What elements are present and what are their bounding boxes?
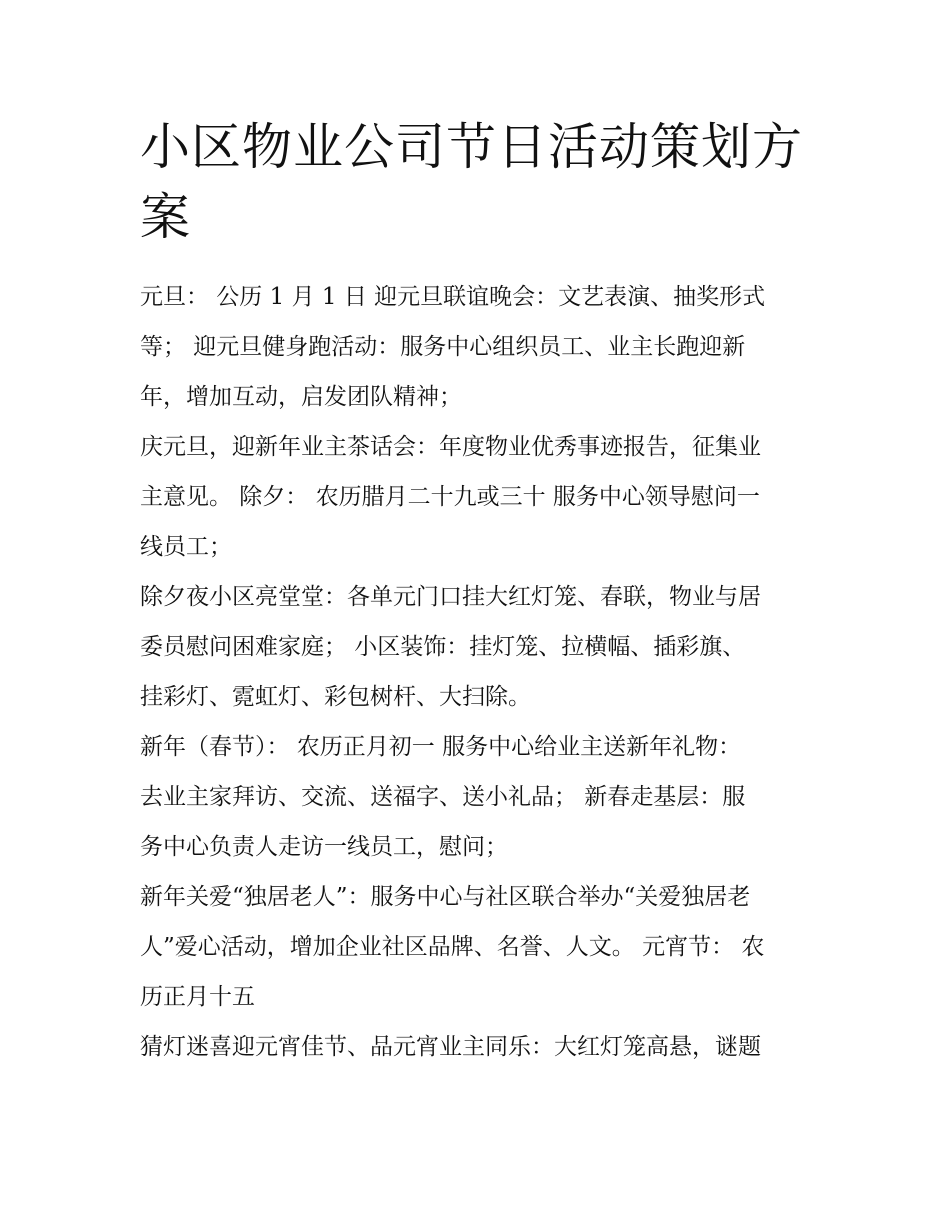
document-title (140, 112, 830, 252)
body-line: 新年关爱“独居老人”：服务中心与社区联合举办“关爱独居老 (140, 884, 751, 910)
body-line: 线员工； (140, 534, 232, 560)
title-line: 小区物业公司节日活动策划方 (140, 118, 803, 176)
body-line: 等； 迎元旦健身跑活动：服务中心组织员工、业主长跑迎新 (140, 334, 746, 360)
body-line: 除夕夜小区亮堂堂：各单元门口挂大红灯笼、春联，物业与居 (140, 584, 761, 610)
body-line: 务中心负责人走访一线员工，慰问； (140, 834, 508, 860)
body-line: 历正月十五 (140, 984, 255, 1010)
title-line: 案 (140, 188, 191, 246)
body-line: 去业主家拜访、交流、送福字、送小礼品； 新春走基层：服 (140, 784, 746, 810)
body-line: 新年（春节）： 农历正月初一 服务中心给业主送新年礼物： (140, 734, 742, 760)
body-line: 庆元旦，迎新年业主茶话会：年度物业优秀事迹报告，征集业 (140, 434, 761, 460)
body-line: 人”爱心活动，增加企业社区品牌、名誉、人文。 元宵节： 农 (140, 934, 765, 960)
body-line: 年，增加互动，启发团队精神； (140, 384, 462, 410)
body-line: 委员慰问困难家庭； 小区装饰：挂灯笼、拉横幅、插彩旗、 (140, 634, 746, 660)
body-line: 主意见。 除夕： 农历腊月二十九或三十 服务中心领导慰问一 (140, 484, 760, 510)
body-line: 元旦： 公历 1 月 1 日 迎元旦联谊晚会：文艺表演、抽奖形式 (140, 284, 766, 310)
document-body (140, 272, 830, 1072)
body-line: 挂彩灯、霓虹灯、彩包树杆、大扫除。 (140, 684, 531, 710)
body-line: 猜灯迷喜迎元宵佳节、品元宵业主同乐：大红灯笼高悬，谜题 (140, 1034, 761, 1060)
